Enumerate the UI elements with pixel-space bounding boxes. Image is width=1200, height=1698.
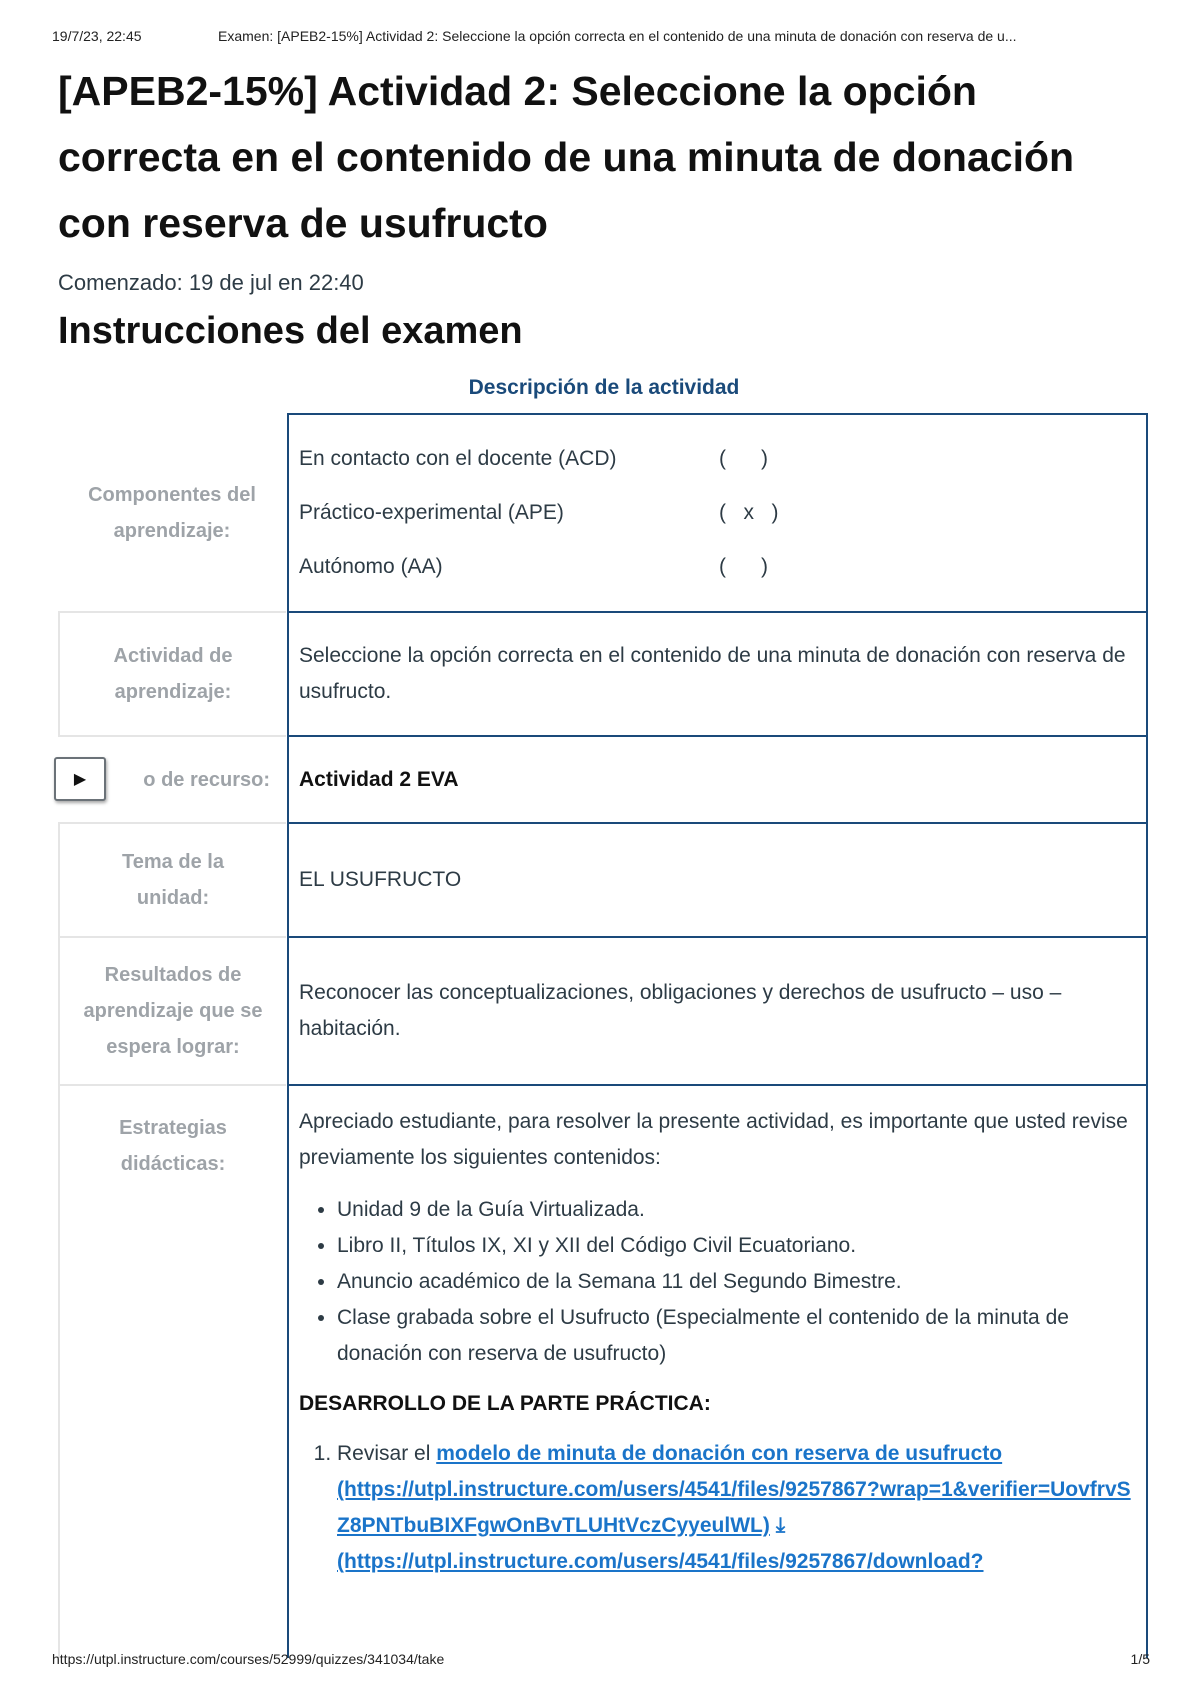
step-prefix: Revisar el xyxy=(337,1442,437,1465)
practice-heading: DESARROLLO DE LA PARTE PRÁCTICA: xyxy=(299,1392,711,1415)
component-item xyxy=(299,540,1136,594)
steps-list xyxy=(299,1436,1136,1580)
quiz-content xyxy=(58,58,1148,353)
print-doc-title: Examen: [APEB2-15%] Actividad 2: Seleccione la opción correcta en el contenido de una minuta de donación con reserva de u... xyxy=(218,28,1017,44)
expected-results-value: Reconocer las conceptualizaciones, obligaciones y derechos de usufructo – uso – habitación. xyxy=(287,936,1148,1086)
strategies-value xyxy=(287,1084,1148,1658)
instructions-heading: Instrucciones del examen xyxy=(58,310,523,352)
quiz-title: [APEB2-15%] Actividad 2: Seleccione la opción correcta en el contenido de una minuta de donación con reserva de usufructo xyxy=(58,68,1075,246)
list-item: • Unidad 9 de la Guía Virtualizada. xyxy=(337,1192,1136,1228)
resource-type-text: Actividad 2 EVA xyxy=(299,767,459,791)
row-unit-topic xyxy=(58,822,1150,938)
download-icon[interactable]: ⤓ xyxy=(775,1514,786,1537)
print-footer xyxy=(52,1651,1150,1667)
component-mark: ( ) xyxy=(719,447,768,470)
row-learning-activity xyxy=(58,611,1150,737)
content-list xyxy=(299,1192,1136,1372)
row-resource-type xyxy=(58,735,1150,824)
page-number: 1/5 xyxy=(1130,1651,1150,1667)
component-name: En contacto con el docente (ACD) xyxy=(299,447,617,470)
print-date: 19/7/23, 22:45 xyxy=(52,28,142,44)
print-header xyxy=(52,28,1148,44)
play-button[interactable] xyxy=(54,757,106,801)
play-icon: ▶ xyxy=(73,771,87,788)
component-name: Autónomo (AA) xyxy=(299,555,443,578)
components-value xyxy=(287,413,1148,613)
components-label: Componentes del aprendizaje: xyxy=(88,484,256,542)
row-strategies xyxy=(58,1084,1150,1658)
started-timestamp: Comenzado: 19 de jul en 22:40 xyxy=(58,270,364,295)
file-preview-link[interactable]: (https://utpl.instructure.com/users/4541/files/9257867?wrap=1&verifier=UovfrvSZ8PNTbuBIXFgwOnBvTLUHtVczCyyeulWL) xyxy=(337,1478,1131,1537)
step-item xyxy=(337,1436,1136,1580)
list-item: • Anuncio académico de la Semana 11 del Segundo Bimestre. xyxy=(337,1264,1136,1300)
file-download-link[interactable]: (https://utpl.instructure.com/users/4541/files/9257867/download? xyxy=(337,1550,984,1573)
model-minuta-link[interactable]: modelo de minuta de donación con reserva de usufructo xyxy=(436,1442,1003,1465)
component-mark: ( x ) xyxy=(719,501,779,524)
row-expected-results xyxy=(58,936,1150,1086)
component-name: Práctico-experimental (APE) xyxy=(299,501,564,524)
unit-topic-label: Tema de la unidad: xyxy=(58,822,286,938)
unit-topic-value: EL USUFRUCTO xyxy=(287,822,1148,938)
strategies-label: Estrategias didácticas: xyxy=(58,1084,286,1658)
resource-type-label-text: o de recurso: xyxy=(143,768,270,791)
component-item xyxy=(299,432,1136,486)
table-caption: Descripción de la actividad xyxy=(468,376,740,399)
print-url: https://utpl.instructure.com/courses/52999/quizzes/341034/take xyxy=(52,1651,445,1667)
component-item xyxy=(299,486,1136,540)
resource-type-value xyxy=(287,735,1148,824)
activity-table xyxy=(58,376,1150,1656)
expected-results-label: Resultados de aprendizaje que se espera lograr: xyxy=(58,936,286,1086)
learning-activity-label: Actividad de aprendizaje: xyxy=(58,611,286,737)
strategies-intro: Apreciado estudiante, para resolver la presente actividad, es importante que usted revise previamente los siguientes contenidos: xyxy=(299,1110,1128,1169)
list-item: • Libro II, Títulos IX, XI y XII del Código Civil Ecuatoriano. xyxy=(337,1228,1136,1264)
learning-activity-value: Seleccione la opción correcta en el contenido de una minuta de donación con reserva de usufructo. xyxy=(287,611,1148,737)
component-mark: ( ) xyxy=(719,555,768,578)
list-item: • Clase grabada sobre el Usufructo (Especialmente el contenido de la minuta de donación con reserva de usufructo) xyxy=(337,1300,1136,1372)
row-components xyxy=(58,413,1150,613)
